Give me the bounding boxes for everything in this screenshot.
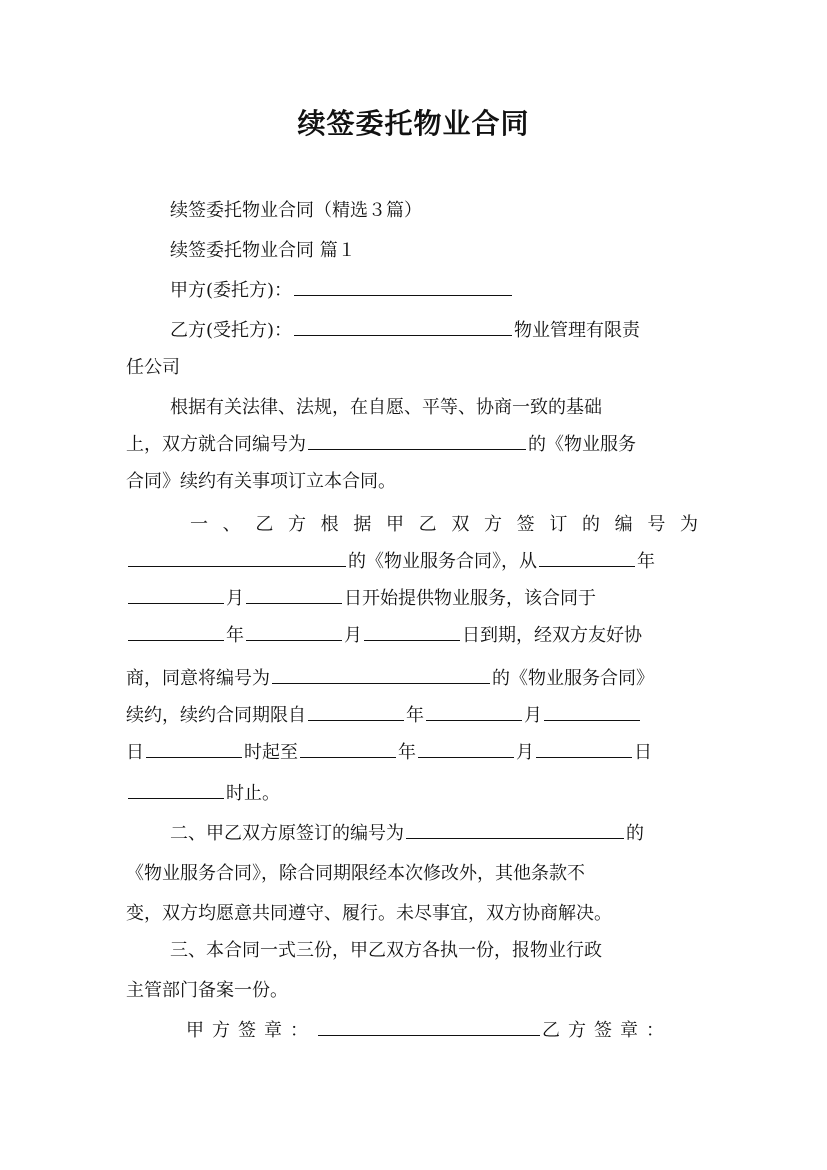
renew-start-day-blank [544, 719, 640, 721]
renew-end-year-blank [300, 756, 396, 758]
clause-1-line-1: 一、乙方根据甲乙双方签订的编号为 [190, 514, 702, 535]
end-day-blank [364, 639, 460, 641]
clause-1-line-4: 年 月 日到期，经双方友好协 [126, 617, 702, 654]
renew-end-day-blank [536, 756, 632, 758]
end-month-blank [246, 639, 342, 641]
start-year-blank [539, 565, 635, 567]
renew-end-hour-blank [128, 797, 224, 799]
party-a-blank [294, 294, 512, 296]
clause-1-line-5: 商，同意将编号为 的《物业服务合同》 [126, 668, 654, 689]
clause-2-line-2: 《物业服务合同》，除合同期限经本次修改外，其他条款不 [126, 863, 585, 884]
renew-start-month-blank [426, 719, 522, 721]
party-b-blank [294, 334, 512, 336]
renew-number-blank [272, 682, 490, 684]
party-a-line: 甲方(委托方)： [170, 272, 702, 309]
start-day-blank [246, 602, 342, 604]
clause-1-line-8: 时止。 [126, 775, 702, 812]
clause-3-line-1: 三、本合同一式三份，甲乙双方各执一份，报物业行政 [170, 940, 602, 961]
original-number-blank [406, 837, 624, 839]
subtitle-line: 续签委托物业合同（精选３篇） [170, 200, 422, 221]
section-heading: 续签委托物业合同 篇１ [170, 240, 356, 261]
preamble-line-1: 根据有关法律、法规，在自愿、平等、协商一致的基础 [170, 397, 602, 418]
clause-2-line-3: 变，双方均愿意共同遵守、履行。未尽事宜，双方协商解决。 [126, 903, 612, 924]
contract-number-blank [308, 448, 526, 450]
clause-1-line-7: 日 时起至 年 月 日 [126, 742, 652, 763]
party-a-signature-blank [318, 1034, 540, 1036]
clause-2-line-1: 二、甲乙双方原签订的编号为 的 [170, 823, 644, 844]
clause-1-number-blank [128, 565, 346, 567]
clause-3-line-2: 主管部门备案一份。 [126, 980, 288, 1001]
clause-1-line-3: 月 日开始提供物业服务，该合同于 [126, 580, 702, 617]
party-b-line-cont: 任公司 [126, 357, 180, 378]
renew-end-month-blank [418, 756, 514, 758]
clause-1-line-6: 续约，续约合同期限自 年 月 [126, 697, 702, 734]
end-year-blank [128, 639, 224, 641]
document-title: 续签委托物业合同 [297, 107, 530, 140]
party-b-line: 乙方(受托方)： 物业管理有限责 [170, 320, 641, 341]
start-month-blank [128, 602, 224, 604]
preamble-line-2: 上，双方就合同编号为 的《物业服务 [126, 434, 636, 455]
clause-1-line-2: 的《物业服务合同》，从 年 [126, 543, 702, 580]
signature-line: 甲方签章： 乙方签章： [186, 1020, 672, 1041]
preamble-line-3: 合同》续约有关事项订立本合同。 [126, 471, 396, 492]
renew-start-year-blank [308, 719, 404, 721]
renew-start-hour-blank [146, 756, 242, 758]
